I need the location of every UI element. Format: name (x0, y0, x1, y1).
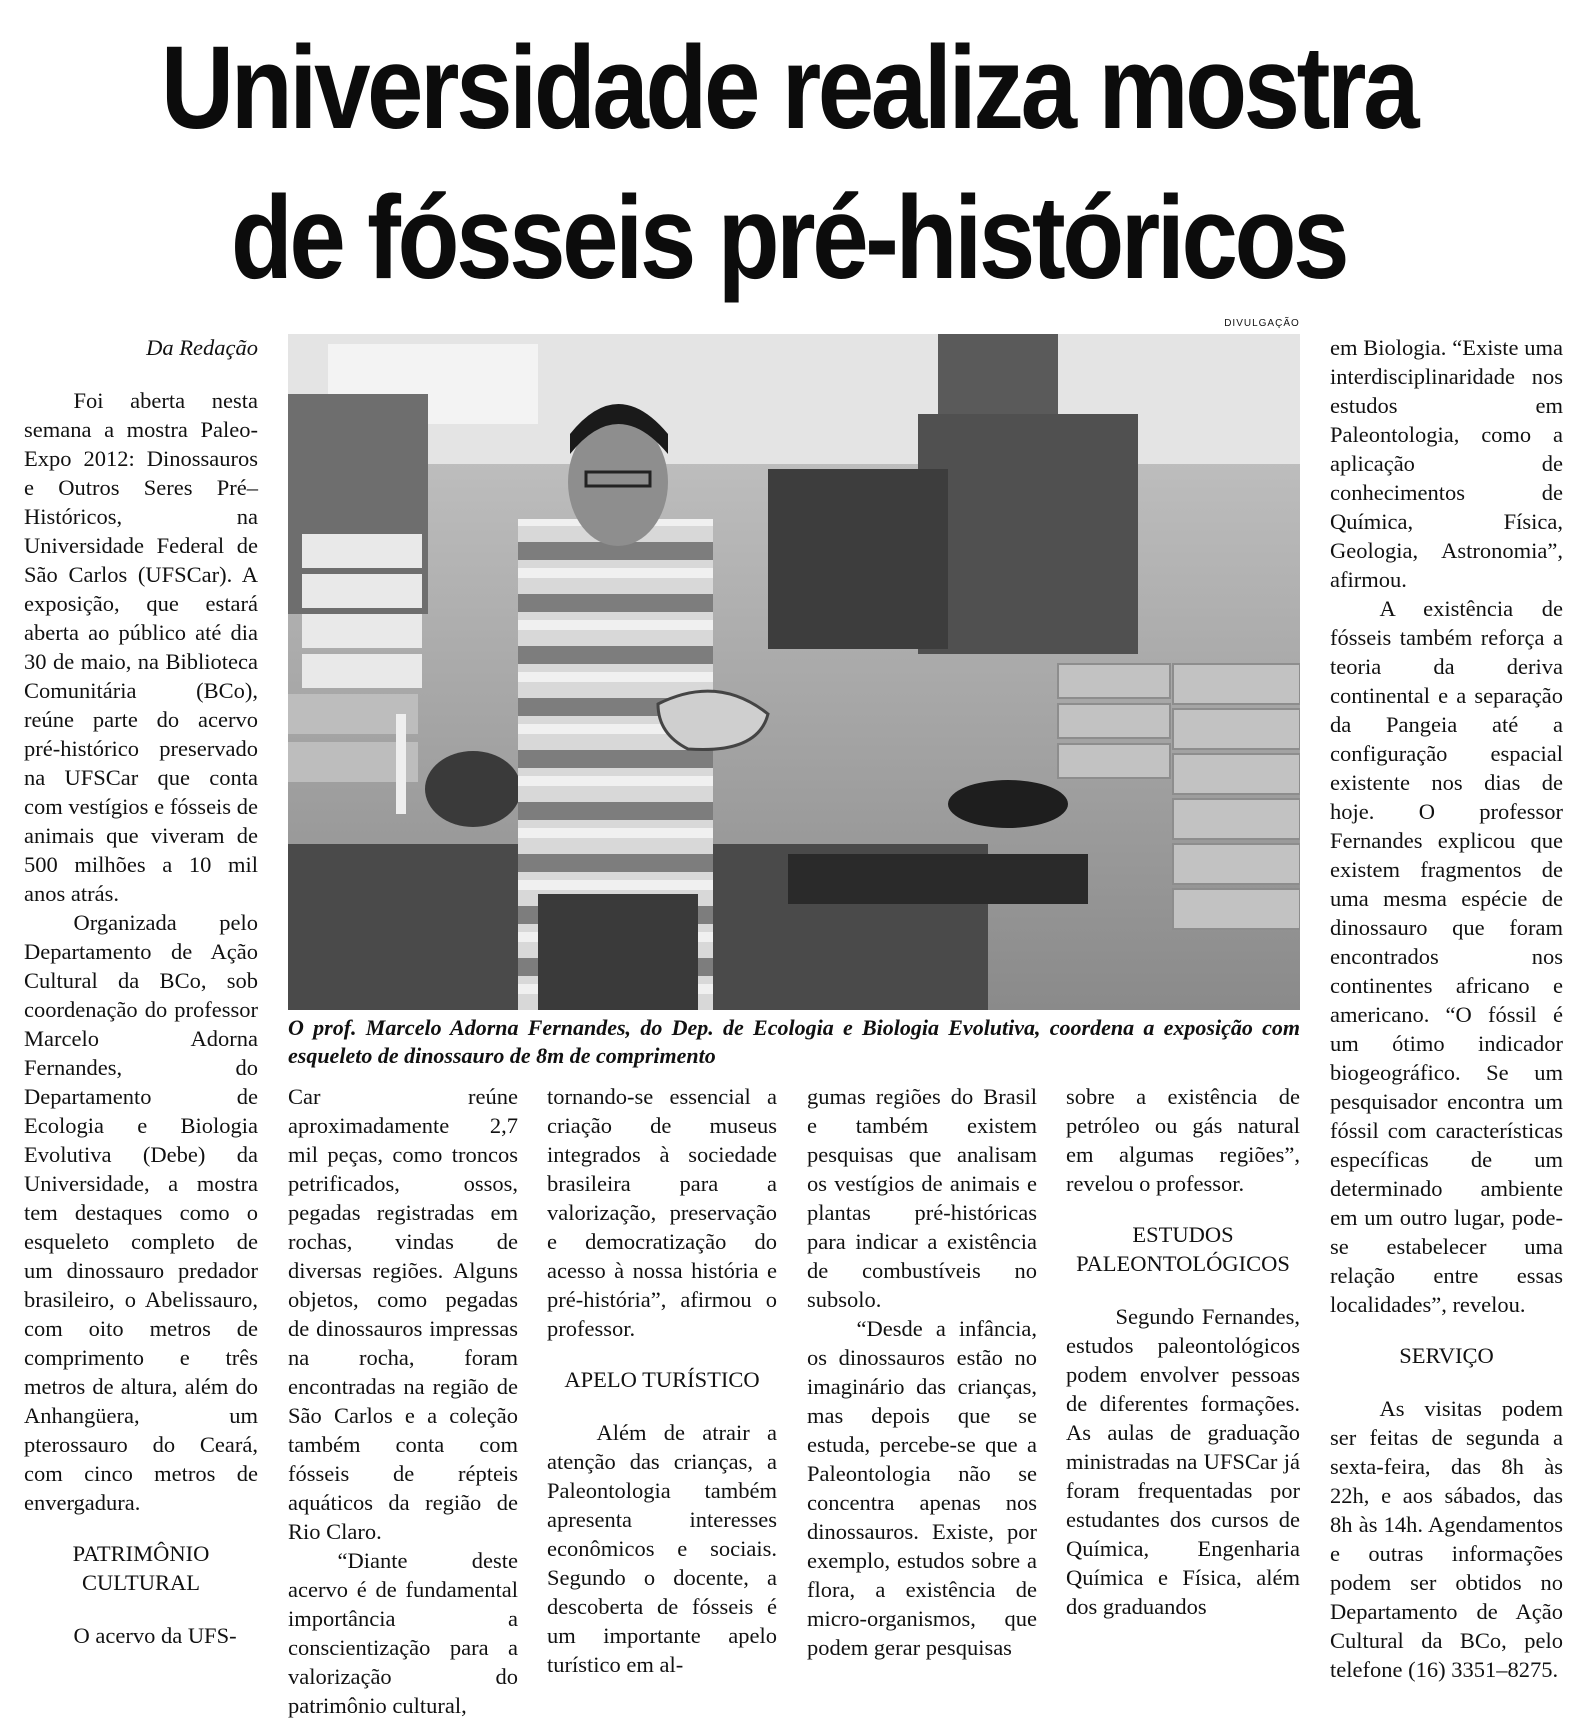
paragraph: O acervo da UFS- (73, 1623, 237, 1648)
photo-illustration (288, 334, 1300, 1010)
article-photo (288, 334, 1300, 1010)
byline: Da Redação (146, 335, 258, 360)
section-heading-servico: SERVIÇO (1399, 1343, 1494, 1368)
column-2 (288, 1082, 518, 1720)
paragraph: tornando-se essencial a criação de museus integrados à sociedade brasileira para a valorização, preservação e democratização do acesso à nossa história e pré-história”, afirmou o professor. (547, 1084, 777, 1341)
photo-credit: DIVULGAÇÃO (1224, 318, 1300, 329)
paragraph: Foi aberta nesta semana a mostra Paleo-Expo 2012: Dinossauros e Outros Seres Pré–Históricos, na Universidade Federal de São Carlos (UFSCar). A exposição, que estará aberta ao público até dia 30 de maio, na Biblioteca Comunitária (BCo), reúne parte do acervo pré-histórico preservado na UFSCar que conta com vestígios e fósseis de animais que viveram de 500 milhões a 10 mil anos atrás. (24, 388, 258, 906)
paragraph: Além de atrair a atenção das crianças, a Paleontologia também apresenta interesses econômicos e sociais. Segundo o docente, a descoberta de fósseis é um importante apelo turístico em al- (547, 1420, 777, 1677)
photo-caption: O prof. Marcelo Adorna Fernandes, do Dep. de Ecologia e Biologia Evolutiva, coordena a exposição com esqueleto de dinossauro de 8m de comprimento (288, 1015, 1300, 1068)
section-heading-patrimonio: PATRIMÔNIO CULTURAL (72, 1541, 210, 1595)
paragraph: Segundo Fernandes, estudos paleontológicos podem envolver pessoas de diferentes formações. As aulas de graduação ministradas na UFSCar já foram frequentadas por estudantes dos cursos de Química, Engenharia Química e Física, além dos graduandos (1066, 1304, 1300, 1619)
column-4 (807, 1082, 1037, 1662)
headline-line-2: de fósseis pré-históricos (230, 172, 1347, 304)
headline-line-1: Universidade realiza mostra (160, 22, 1417, 154)
paragraph: A existência de fósseis também reforça a teoria da deriva continental e a separação da Pangeia até a configuração espacial existente nos dias de hoje. O professor Fernandes explicou que existem fragmentos de uma mesma espécie de dinossauro que foram encontrados nos continentes africano e americano. “O fóssil é um ótimo indicador biogeográfico. Se um pesquisador encontra um fóssil com características específicas de um determinado ambiente em um outro lugar, pode-se estabelecer uma relação entre essas localidades”, revelou. (1330, 596, 1563, 1317)
paragraph: sobre a existência de petróleo ou gás natural em algumas regiões”, revelou o professor. (1066, 1084, 1300, 1196)
paragraph: “Desde a infância, os dinossauros estão no imaginário das crianças, mas depois que se estuda, percebe-se que a Paleontologia não se concentra apenas nos dinossauros. Existe, por exemplo, estudos sobre a flora, a existência de micro-organismos, que podem gerar pesquisas (807, 1316, 1037, 1660)
section-heading-apelo: APELO TURÍSTICO (564, 1367, 760, 1392)
section-heading-estudos: ESTUDOS PALEONTOLÓGICOS (1076, 1222, 1290, 1276)
column-5 (1066, 1082, 1300, 1621)
column-1 (24, 333, 258, 1650)
paragraph: Car reúne aproximadamente 2,7 mil peças, como troncos petrificados, ossos, pegadas registradas em rochas, vindas de diversas regiões. Alguns objetos, como pegadas de dinossauros impressas na rocha, foram encontradas na região de São Carlos e a coleção também conta com fósseis de répteis aquáticos da região de Rio Claro. (288, 1084, 518, 1544)
paragraph: “Diante deste acervo é de fundamental importância a conscientização para a valorização do patrimônio cultural, (288, 1548, 518, 1718)
paragraph: As visitas podem ser feitas de segunda a sexta-feira, das 8h às 22h, e aos sábados, das 8h às 14h. Agendamentos e outras informações podem ser obtidos no Departamento de Ação Cultural da BCo, pelo telefone (16) 3351–8275. (1330, 1396, 1563, 1682)
paragraph: Organizada pelo Departamento de Ação Cultural da BCo, sob coordenação do professor Marcelo Adorna Fernandes, do Departamento de Ecologia e Biologia Evolutiva (Debe) da Universidade, a mostra tem destaques como o esqueleto completo de um dinossauro predador brasileiro, o Abelissauro, com oito metros de comprimento e três metros de altura, além do Anhangüera, um pterossauro do Ceará, com cinco metros de envergadura. (24, 910, 258, 1515)
paragraph: gumas regiões do Brasil e também existem pesquisas que analisam os vestígios de animais e plantas pré-históricas para indicar a existência de combustíveis no subsolo. (807, 1084, 1037, 1312)
column-3 (547, 1082, 777, 1679)
paragraph: em Biologia. “Existe uma interdisciplinaridade nos estudos em Paleontologia, como a aplicação de conhecimentos de Química, Física, Geologia, Astronomia”, afirmou. (1330, 335, 1563, 592)
column-6 (1330, 333, 1563, 1684)
